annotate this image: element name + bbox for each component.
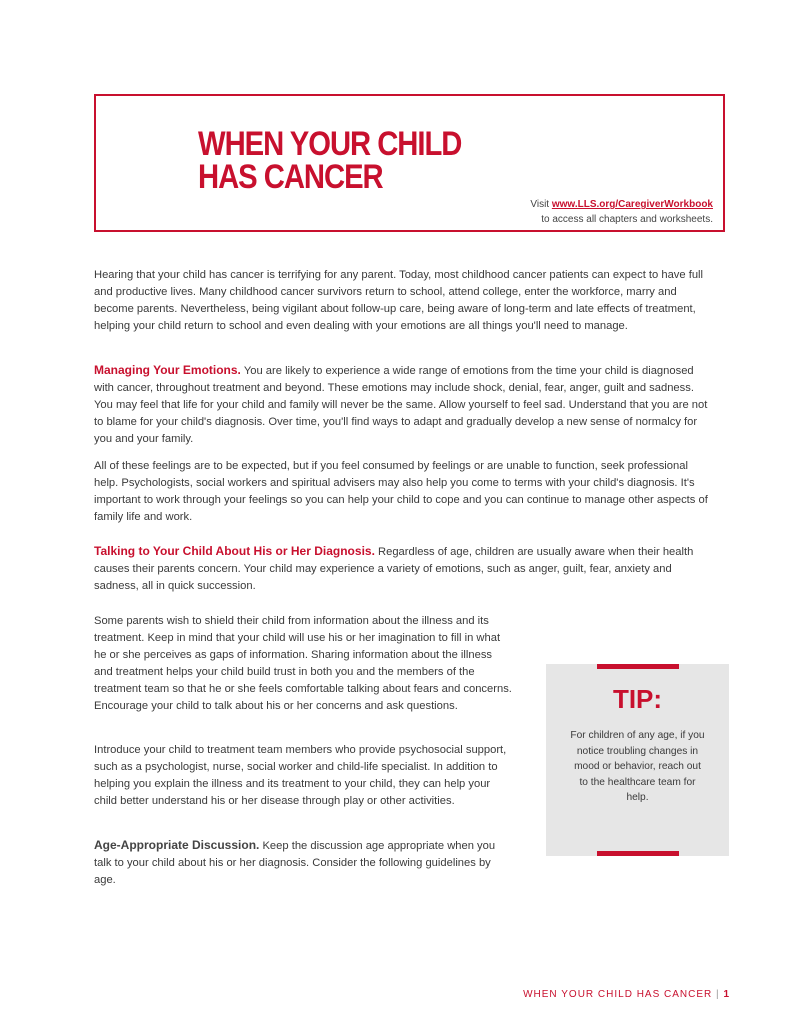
emotions-text: You are likely to experience a wide range of emotions from the time your child is diagnosed with cancer, throughout treatment and beyond. These emotions may include shock, denial, fear, anger, guilt and sadness. You may feel that life for your child and family will never be the same. Allow yourself to feel sad. Understand that you are not to blame for your child's diagnosis. Over time, you'll find ways to adapt and gradually develop a new sense of normalcy for you and your family. xyxy=(94,365,708,445)
age-heading: Age-Appropriate Discussion. xyxy=(94,838,260,852)
shield-paragraph: Some parents wish to shield their child from information about the illness and its treatment. Keep in mind that your child will use his or her imagination to fill in what he or she perceives as gaps of information. Sharing information about the illness and treatment helps your child build trust in both you and the members of the treatment team so that he or she feels comfortable talking about fears and concerns. Encourage your child to talk about his or her concerns and ask questions. xyxy=(94,615,512,712)
introduce-paragraph: Introduce your child to treatment team members who provide psychosocial support, such as a psychologist, nurse, social worker and child-life specialist. In addition to helping you explain the illness and its treatment to your child, they can help your child better understand his or her disease through play or other activities. xyxy=(94,744,507,807)
visit-prefix: Visit xyxy=(530,199,550,210)
caregiver-workbook-link[interactable]: www.LLS.org/CaregiverWorkbook xyxy=(551,199,713,210)
age-text: Keep the discussion age appropriate when you talk to your child about his or her diagnosis. Consider the following guidelines by age. xyxy=(94,840,496,886)
feelings-paragraph: All of these feelings are to be expected, but if you feel consumed by feelings or are unable to function, seek professional help. Psychologists, social workers and spiritual advisers may also help you come to terms with your child's diagnosis. It's important to work through your feelings so you can help your child to cope and you can continue to manage other aspects of family life and work. xyxy=(94,460,708,523)
visit-suffix: to access all chapters and worksheets. xyxy=(541,214,713,225)
page-number: 1 xyxy=(723,989,730,1000)
talking-heading: Talking to Your Child About His or Her Diagnosis. xyxy=(94,544,375,558)
tip-box xyxy=(546,664,729,856)
footer-separator: | xyxy=(716,989,720,1000)
talking-text: Regardless of age, children are usually aware when their health causes their parents concern. Your child may experience a variety of emotions, such as anger, guilt, fear, anxiety and sadness, all in quick succession. xyxy=(94,546,694,592)
intro-paragraph: Hearing that your child has cancer is terrifying for any parent. Today, most childhood cancer patients can expect to have full and productive lives. Many childhood cancer survivors return to school, attend college, enter the workforce, marry and become parents. Nevertheless, being vigilant about follow-up care, being aware of long-term and late effects of treatment, helping your child return to school and even dealing with your emotions are all things you'll need to manage. xyxy=(94,269,704,332)
tip-text: For children of any age, if you notice troubling changes in mood or behavior, reach out to the healthcare team for help. xyxy=(570,730,705,803)
header-box xyxy=(94,94,725,232)
emotions-paragraph xyxy=(94,362,712,448)
tip-title: TIP: xyxy=(612,684,663,714)
title-line-1: WHEN YOUR CHILD xyxy=(198,125,462,163)
page-footer xyxy=(523,989,730,1000)
age-paragraph xyxy=(94,837,512,889)
page-title xyxy=(198,125,462,196)
footer-label: WHEN YOUR CHILD HAS CANCER xyxy=(523,989,713,1000)
tip-bottom-bar xyxy=(597,851,679,856)
visit-note xyxy=(530,197,713,227)
emotions-heading: Managing Your Emotions. xyxy=(94,363,241,377)
tip-top-bar xyxy=(597,664,679,669)
title-line-2: HAS CANCER xyxy=(198,158,383,196)
talking-paragraph xyxy=(94,543,712,595)
